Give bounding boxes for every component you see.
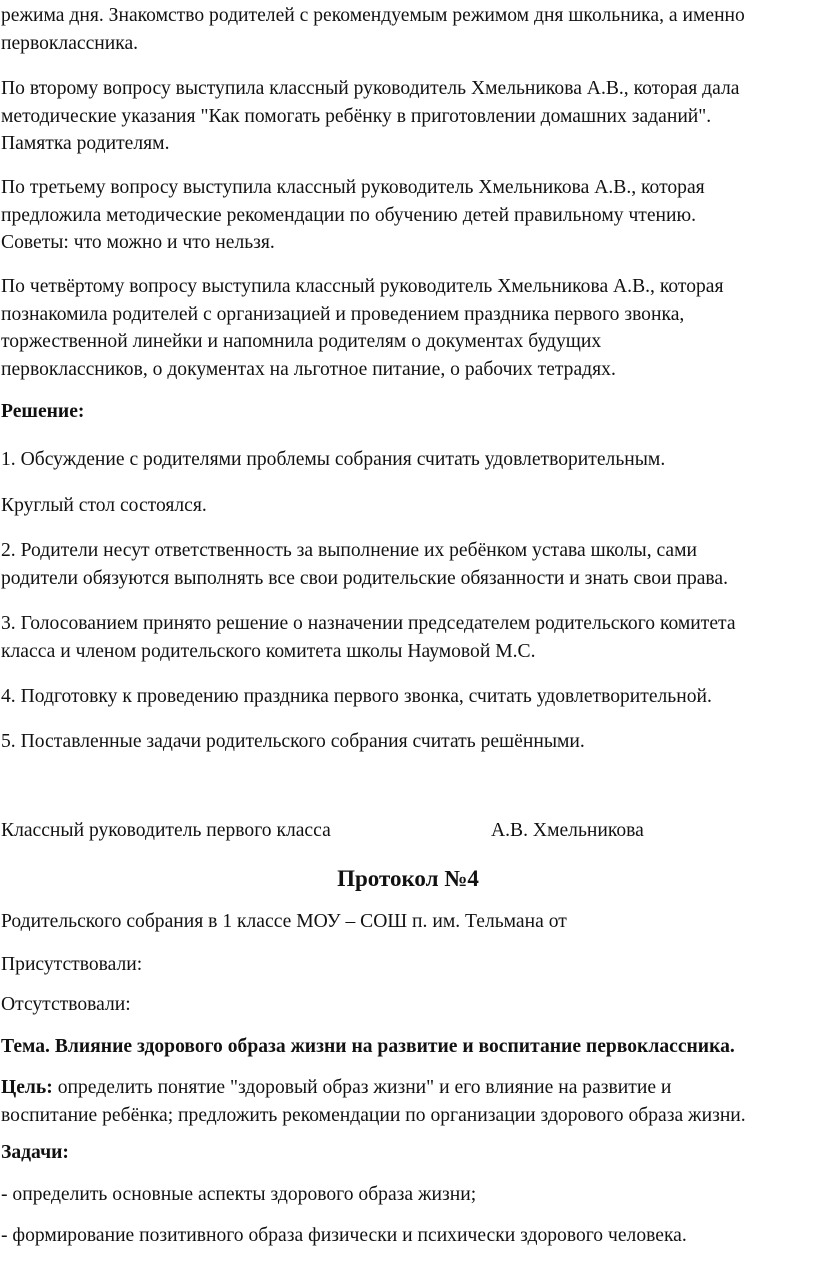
text-line: По четвёртому вопросу выступила классный руководитель Хмельникова А.В., которая	[1, 276, 724, 297]
meeting-line: Родительского собрания в 1 классе МОУ – СОШ п. им. Тельмана от	[1, 911, 567, 932]
decision-item-4: 4. Подготовку к проведению праздника первого звонка, считать удовлетворительной.	[1, 686, 712, 707]
decision-item-3	[1, 610, 813, 665]
task-item-2: - формирование позитивного образа физически и психически здорового человека.	[1, 1225, 687, 1246]
tasks-heading: Задачи:	[1, 1142, 69, 1163]
text-line: предложила методические рекомендации по обучению детей правильному чтению.	[1, 204, 697, 226]
decision-item-5: 5. Поставленные задачи родительского собрания считать решёнными.	[1, 731, 585, 752]
text-line: Памятка родителям.	[1, 133, 170, 154]
text-line: познакомила родителей с организацией и проведением праздника первого звонка,	[1, 303, 685, 325]
text-line: Советы: что можно и что нельзя.	[1, 232, 275, 253]
text-line: По третьему вопросу выступила классный руководитель Хмельникова А.В., которая	[1, 177, 705, 198]
task-item-1: - определить основные аспекты здорового образа жизни;	[1, 1184, 477, 1205]
text-line: родители обязуются выполнять все свои родительские обязанности и знать свои права.	[1, 567, 729, 589]
text-line: первоклассников, о документах на льготное питание, о рабочих тетрадях.	[1, 358, 616, 380]
signature-name: А.В. Хмельникова	[491, 820, 644, 841]
text-line: торжественной линейки и напомнила родителям о документах будущих	[1, 331, 602, 352]
present-label: Присутствовали:	[1, 954, 143, 975]
question-2-paragraph	[1, 75, 813, 158]
decision-item-2	[1, 537, 813, 592]
decision-item-1: 1. Обсуждение с родителями проблемы собрания считать удовлетворительным.	[1, 449, 666, 470]
round-table-note: Круглый стол состоялся.	[1, 495, 207, 516]
decision-heading: Решение:	[1, 401, 85, 422]
text-line: режима дня. Знакомство родителей с рекомендуемым режимом дня школьника, а именно	[1, 5, 745, 26]
question-3-paragraph	[1, 174, 813, 257]
topic-heading: Тема. Влияние здорового образа жизни на развитие и воспитание первоклассника.	[1, 1036, 735, 1057]
text-line: класса и членом родительского комитета школы Наумовой М.С.	[1, 640, 536, 662]
absent-label: Отсутствовали:	[1, 994, 131, 1015]
protocol-title: Протокол №4	[337, 866, 479, 891]
text-line: 3. Голосованием принято решение о назначении председателем родительского комитета	[1, 613, 736, 634]
text-line: 2. Родители несут ответственность за выполнение их ребёнком устава школы, сами	[1, 540, 698, 561]
question-4-paragraph	[1, 273, 813, 383]
goal-text: определить понятие "здоровый образ жизни" и его влияние на развитие и	[52, 1077, 672, 1098]
text-line: воспитание ребёнка; предложить рекомендации по организации здорового образа жизни.	[1, 1104, 746, 1126]
goal-paragraph	[1, 1074, 813, 1129]
signature-role: Классный руководитель первого класса	[1, 820, 331, 841]
text-line: методические указания "Как помогать ребёнку в приготовлении домашних заданий".	[1, 105, 712, 127]
text-line: первоклассника.	[1, 32, 139, 54]
intro-paragraph	[1, 2, 813, 57]
text-line: По второму вопросу выступила классный руководитель Хмельникова А.В., которая дала	[1, 78, 740, 99]
text-line	[1, 1074, 813, 1102]
goal-label: Цель:	[1, 1077, 53, 1098]
